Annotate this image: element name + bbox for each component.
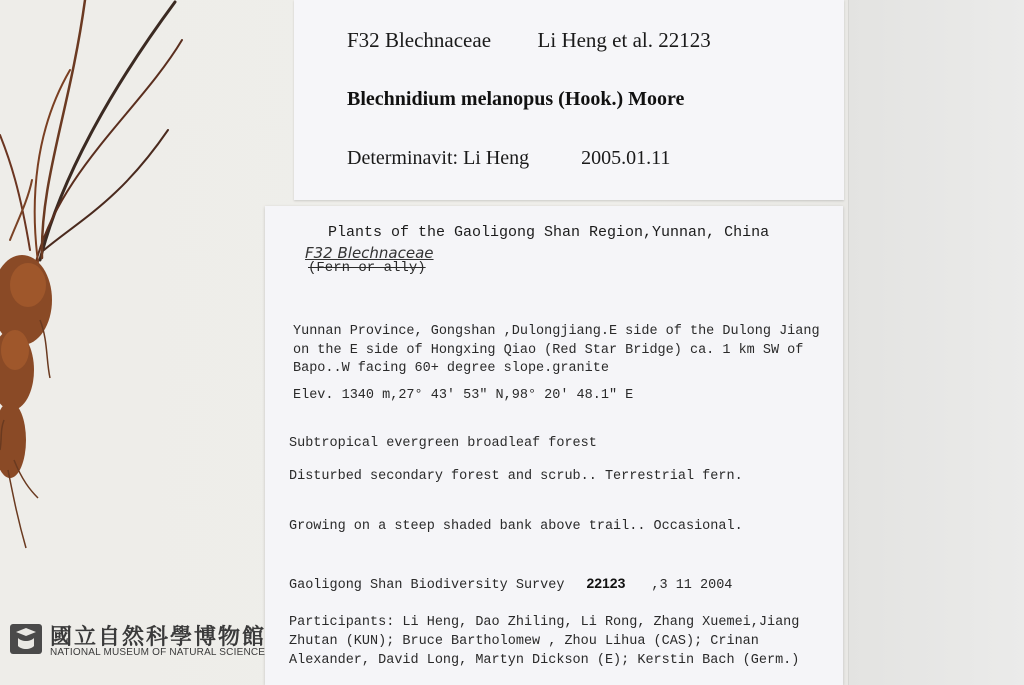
survey-number: 22123 bbox=[586, 575, 626, 591]
museum-name-chinese: 國立自然科學博物館 bbox=[50, 625, 267, 650]
habitat-text-2: Disturbed secondary forest and scrub.. Terrestrial fern. bbox=[289, 469, 743, 484]
fern-specimen-image bbox=[0, 0, 200, 600]
label-title: Plants of the Gaoligong Shan Region,Yunnan, China bbox=[328, 224, 770, 241]
determination-date: 2005.01.11 bbox=[581, 147, 671, 169]
determination-header bbox=[347, 28, 711, 53]
habitat-text-1: Subtropical evergreen broadleaf forest bbox=[289, 436, 597, 451]
determination-label bbox=[294, 0, 844, 200]
collection-label bbox=[265, 206, 843, 685]
elevation-coordinates: Elev. 1340 m,27° 43′ 53″ N,98° 20′ 48.1″ E bbox=[293, 388, 634, 403]
handwritten-family: F32 Blechnaceae bbox=[305, 244, 434, 262]
collector-number: Li Heng et al. 22123 bbox=[537, 28, 711, 52]
survey-date: ,3 11 2004 bbox=[651, 578, 733, 593]
sheet-edge bbox=[848, 0, 1024, 685]
survey-line bbox=[289, 575, 732, 593]
family-name: Blechnaceae bbox=[384, 28, 492, 52]
participants-text: Participants: Li Heng, Dao Zhiling, Li Rong, Zhang Xuemei,Jiang Zhutan (KUN); Bruce Bartholomew , Zhou Lihua (CAS); Crinan Alexander, David Long, Martyn Dickson (E); Kerstin Bach (Germ.) bbox=[289, 615, 800, 668]
survey-name: Gaoligong Shan Biodiversity Survey bbox=[289, 578, 565, 593]
determinavit: Determinavit: Li Heng bbox=[347, 147, 530, 169]
museum-name-english: NATIONAL MUSEUM OF NATURAL SCIENCE bbox=[50, 647, 266, 658]
species-name: Blechnidium melanopus (Hook.) Moore bbox=[347, 88, 685, 110]
determination-info bbox=[347, 147, 670, 170]
struck-text: (Fern or ally) bbox=[308, 260, 426, 276]
locality-text: Yunnan Province, Gongshan ,Dulongjiang.E side of the Dulong Jiang on the E side of Hongxing Qiao (Red Star Bridge) ca. 1 km SW of Bapo..W facing 60+ degree slope.granite bbox=[293, 324, 820, 376]
family-code: F32 bbox=[347, 28, 380, 52]
habitat-text-3: Growing on a steep shaded bank above trail.. Occasional. bbox=[289, 519, 743, 534]
museum-logo-icon bbox=[10, 624, 42, 654]
